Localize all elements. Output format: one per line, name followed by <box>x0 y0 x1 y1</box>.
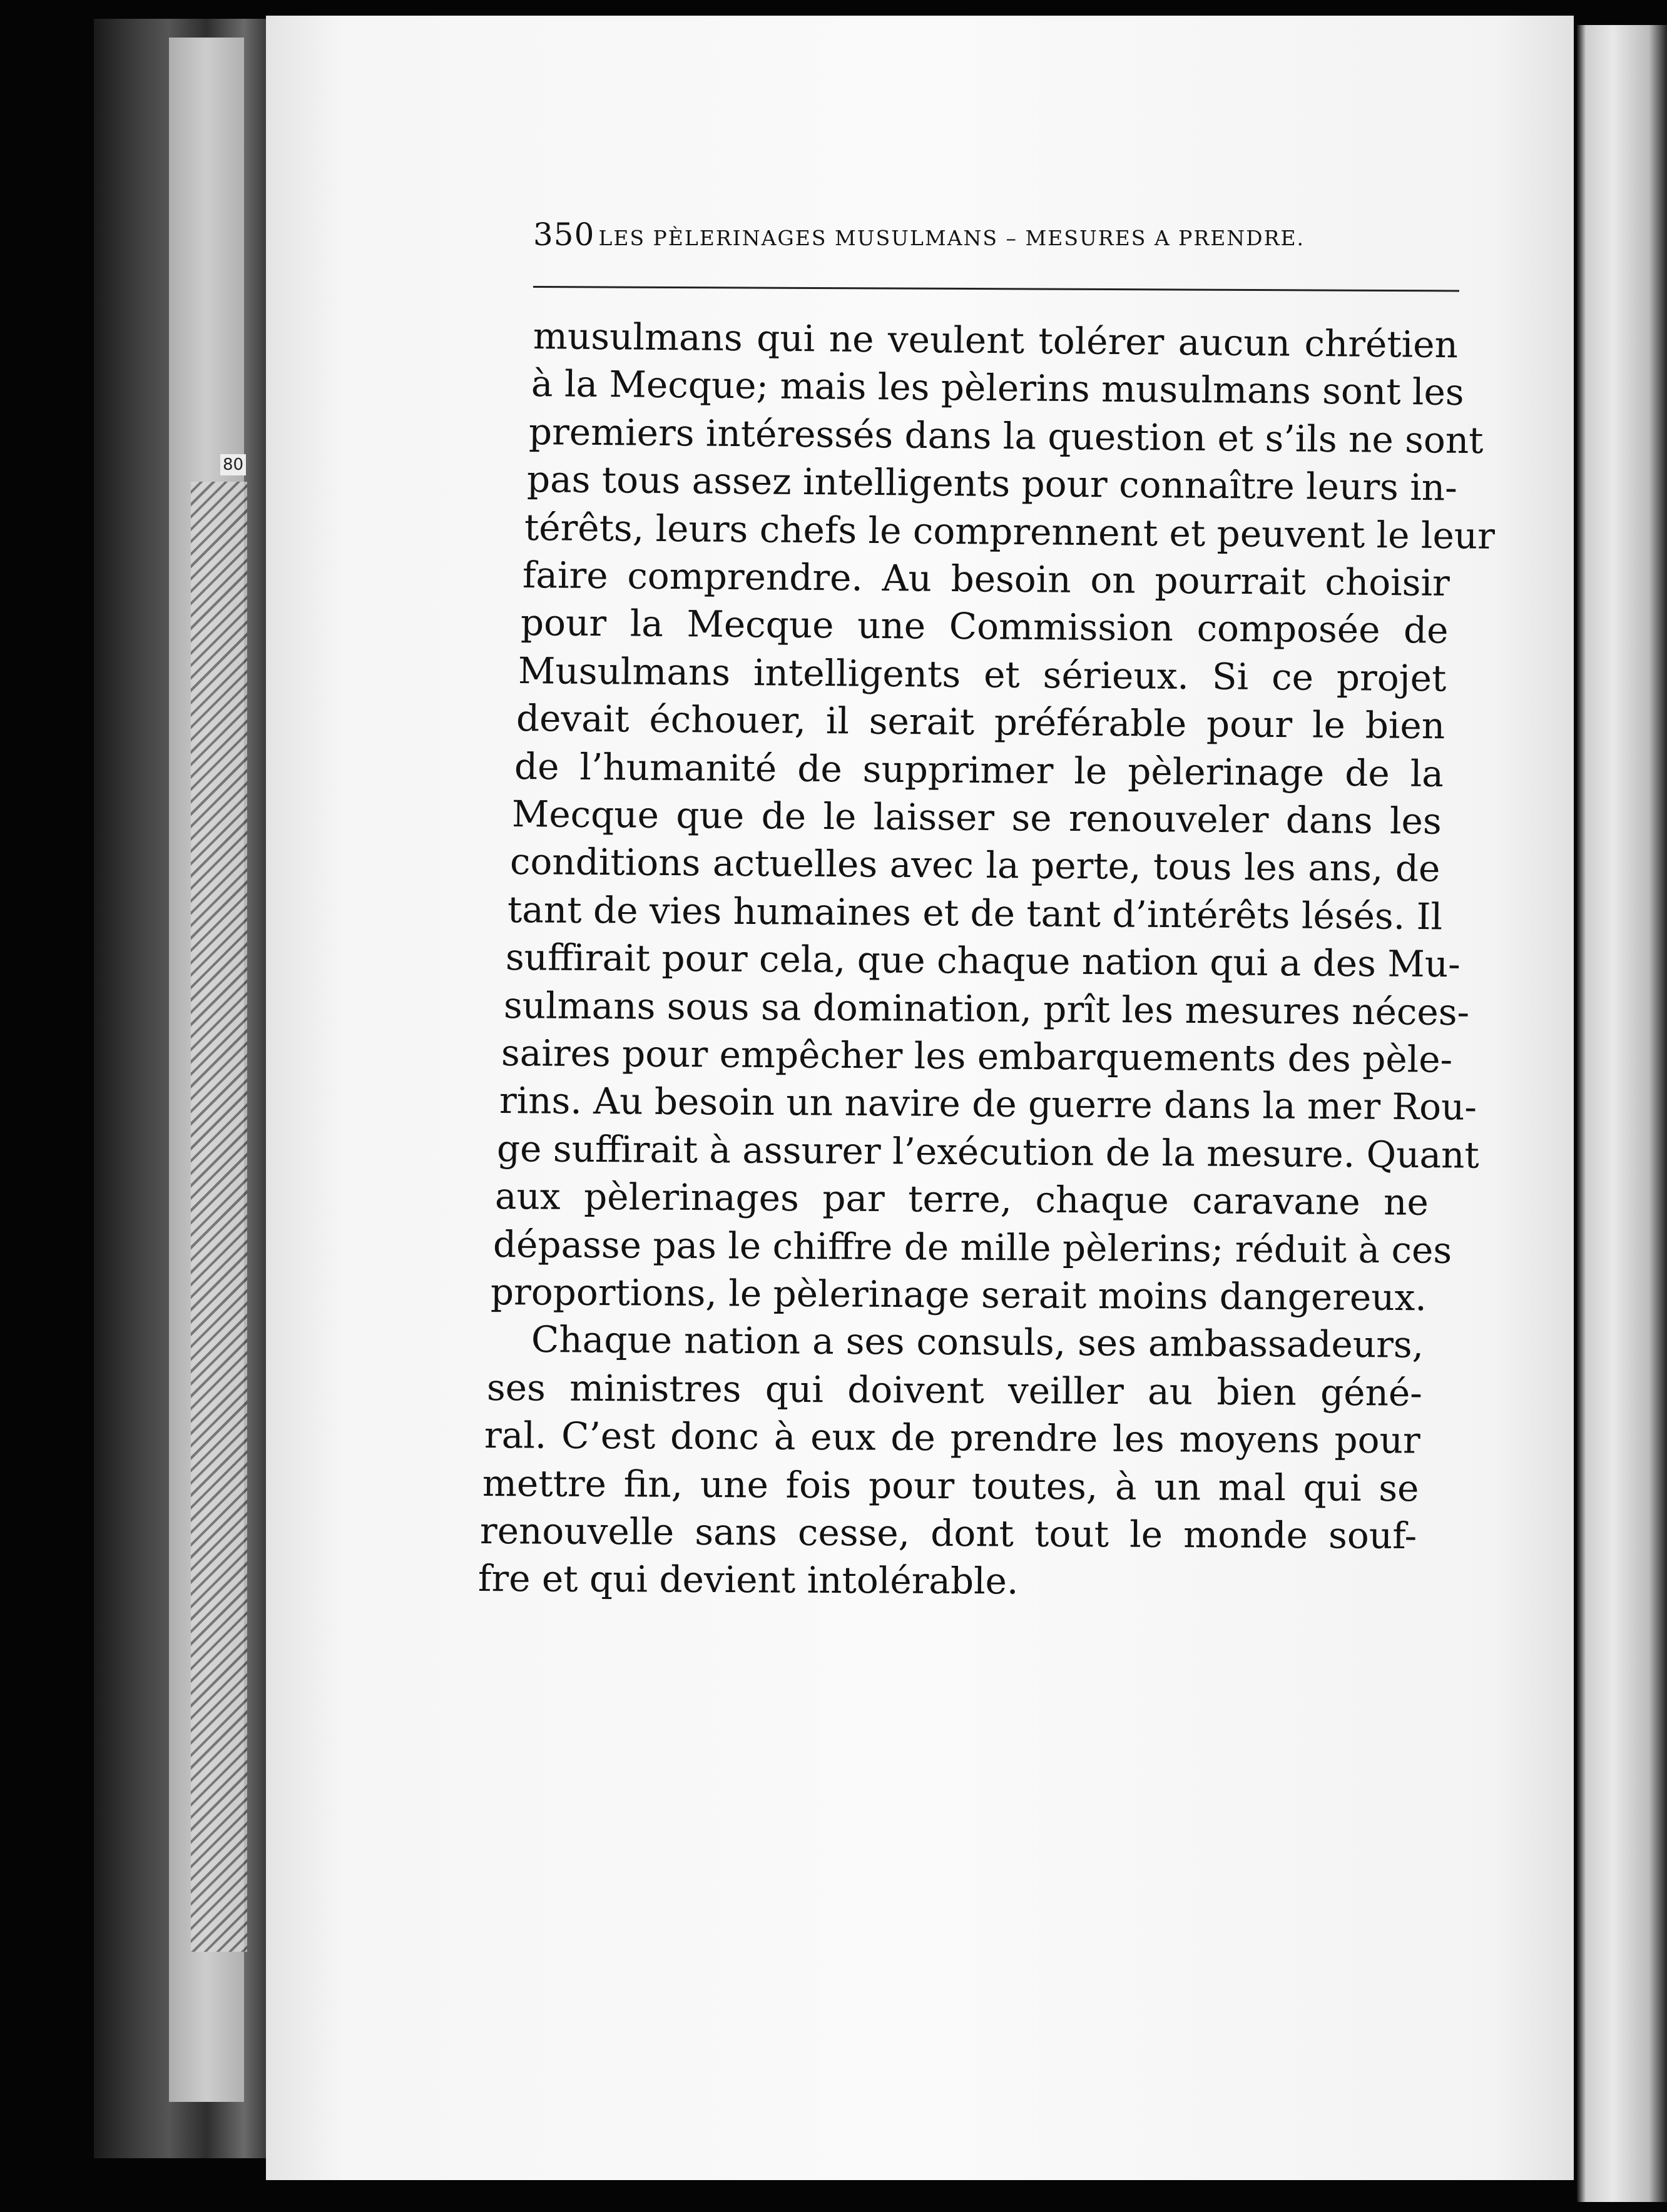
text-line: conditions actuelles avec la perte, tous les ans, de <box>509 840 1440 890</box>
paragraph-last-line: fre et qui devient intolérable. <box>477 1557 1019 1603</box>
text-line: de l’humanité de supprimer le pèlerinage de la <box>514 744 1444 795</box>
paragraph-first-line: Chaque nation a ses consuls, ses ambassadeurs, <box>531 1318 1424 1367</box>
text-line: musulmans qui ne veulent tolérer aucun chrétien <box>533 315 1459 367</box>
text-line: mettre fin, une fois pour toutes, à un mal qui se <box>482 1461 1419 1509</box>
text-line: aux pèlerinages par terre, chaque caravane ne <box>494 1175 1429 1224</box>
text-line: sulmans sous sa domination, prît les mesures néces- <box>503 983 1469 1033</box>
text-line: pas tous assez intelligents pour connaître leurs in- <box>526 458 1457 509</box>
text-line: faire comprendre. Au besoin on pourrait choisir <box>522 554 1450 604</box>
text-line: térêts, leurs chefs le comprennent et peuvent le leur <box>524 505 1496 557</box>
side-tab-number: 80 <box>220 454 246 475</box>
text-line: proportions, le pèlerinage serait moins dangereux. <box>491 1271 1427 1319</box>
text-line: ses ministres qui doivent veiller au bien géné- <box>486 1366 1422 1414</box>
page-number: 350 <box>533 216 595 253</box>
text-line: renouvelle sans cesse, dont tout le monde souf- <box>480 1509 1417 1558</box>
text-line: ge suffirait à assurer l’exécution de la mesure. Quant <box>497 1127 1480 1177</box>
text-line: suffirait pour cela, que chaque nation qui a des Mu- <box>505 936 1461 986</box>
text-line: ral. C’est donc à eux de prendre les moyens pour <box>484 1414 1420 1462</box>
text-line: pour la Mecque une Commission composée de <box>520 601 1449 652</box>
text-line: à la Mecque; mais les pèlerins musulmans sont les <box>531 362 1464 414</box>
text-line: Mecque que de le laisser se renouveler dans les <box>511 793 1442 843</box>
running-head-title: LES PÈLERINAGES MUSULMANS – MESURES A PRENDRE. <box>598 226 1305 250</box>
text-line: saires pour empêcher les embarquements des pèle- <box>501 1032 1453 1081</box>
text-line: dépasse pas le chiffre de mille pèlerins; réduit à ces <box>492 1222 1452 1272</box>
text-line: premiers intéressés dans la question et s’ils ne sont <box>528 410 1484 462</box>
text-line: rins. Au besoin un navire de guerre dans la mer Rou- <box>499 1079 1477 1129</box>
text-line: Musulmans intelligents et sérieux. Si ce projet <box>518 649 1447 700</box>
text-line: devait échouer, il serait préférable pour le bien <box>516 697 1445 748</box>
text-line: tant de vies humaines et de tant d’intérêts lésés. Il <box>507 888 1443 938</box>
